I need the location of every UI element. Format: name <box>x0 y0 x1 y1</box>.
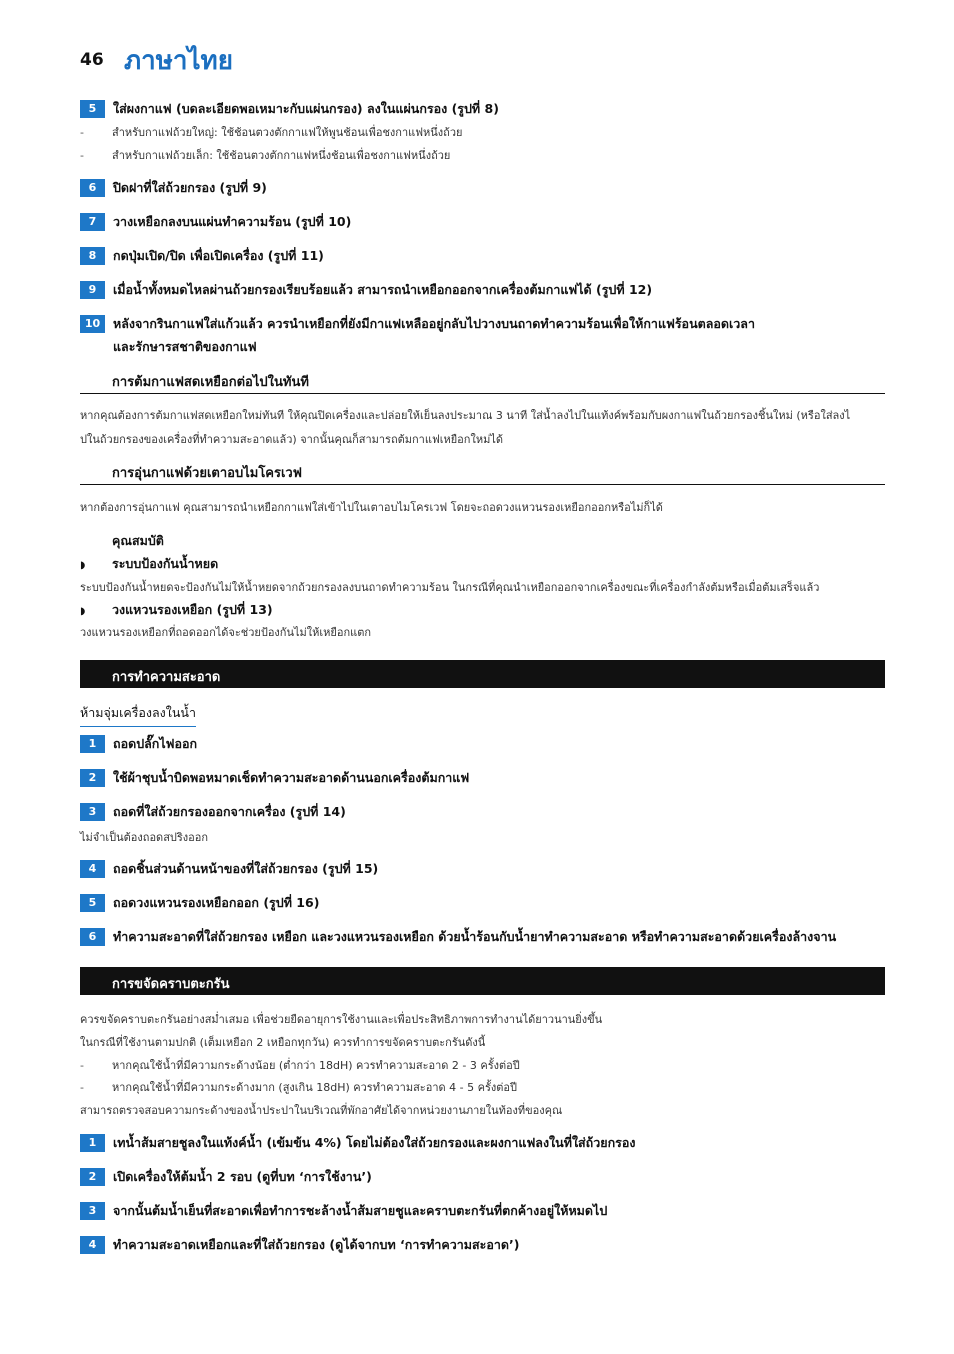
list-item <box>80 1132 885 1154</box>
list-item <box>80 245 885 267</box>
paragraph: ปในถ้วยกรองของเครื่องที่ทำความสะอาดแล้ว) จากนั้นคุณก็สามารถต้มกาแฟเหยือกใหม่ได้ <box>80 433 504 446</box>
paragraph: หากคุณต้องการต้มกาแฟสดเหยือกใหม่ทันที ให้คุณปิดเครื่องและปล่อยให้เย็นลงประมาณ 3 นาที ใส่น้ำลงไปในแท้งค์พร้อมกับผงกาแฟในถ้วยกรองชิ้นใหม่ (หรือใส่ลงไ <box>80 409 851 422</box>
list-item <box>80 926 885 948</box>
step-number: 7 <box>80 213 105 231</box>
step-text: ถอดปลั๊กไฟออก <box>113 736 198 751</box>
step-number: 4 <box>80 1236 105 1254</box>
step-number: 4 <box>80 860 105 878</box>
warning-text: ห้ามจุ่มเครื่องลงในน้ำ <box>80 703 196 727</box>
step-number: 6 <box>80 928 105 946</box>
bullet-icon: ◗ <box>80 606 86 617</box>
step-number: 5 <box>80 100 105 118</box>
step-text: เทน้ำส้มสายชูลงในแท้งค์น้ำ (เข้มข้น 4%) โดยไม่ต้องใส่ถ้วยกรองและผงกาแฟลงในที่ใส่ถ้วยกรอง <box>113 1135 636 1150</box>
sub-item: - หากคุณใช้น้ำที่มีความกระด้างน้อย (ต่ำกว่า 18dH) ควรทำความสะอาด 2 - 3 ครั้งต่อปี <box>80 1059 520 1072</box>
step-number: 5 <box>80 894 105 912</box>
list-item <box>80 892 885 914</box>
step-number: 2 <box>80 769 105 787</box>
list-item <box>80 1166 885 1188</box>
step-number: 8 <box>80 247 105 265</box>
step-text: เมื่อน้ำทั้งหมดไหลผ่านถ้วยกรองเรียบร้อยแล้ว สามารถนำเหยือกออกจากเครื่องต้มกาแฟได้ (รูปที่ 12) <box>113 282 653 297</box>
sub-item: - สำหรับกาแฟถ้วยใหญ่: ใช้ช้อนตวงตักกาแฟให้พูนช้อนเพื่อชงกาแฟหนึ่งถ้วย <box>80 126 463 139</box>
features-heading: คุณสมบัติ <box>112 533 164 548</box>
list-item <box>80 98 885 120</box>
list-item: ◗ วงแหวนรองเหยือก (รูปที่ 13) <box>80 602 273 617</box>
step-note: ไม่จำเป็นต้องถอดสปริงออก <box>80 831 209 844</box>
paragraph: ระบบป้องกันน้ำหยดจะป้องกันไม่ให้น้ำหยดจากถ้วยกรองลงบนถาดทำความร้อน ในกรณีที่คุณนำเหยือกออกจากเครื่องขณะที่เครื่องกำลังต้มหรือเมื่อต้มเสร็จแล้ว <box>80 581 820 594</box>
list-item <box>80 858 885 880</box>
section-heading: การต้มกาแฟสดเหยือกต่อไปในทันที <box>112 375 309 390</box>
list-item <box>80 801 885 823</box>
paragraph: สามารถตรวจสอบความกระด้างของน้ำประปาในบริเวณที่พักอาศัยได้จากหน่วยงานภายในท้องที่ของคุณ <box>80 1104 563 1117</box>
list-item <box>80 279 885 301</box>
step-number: 3 <box>80 803 105 821</box>
step-text: ทำความสะอาดที่ใส่ถ้วยกรอง เหยือก และวงแหวนรองเหยือก ด้วยน้ำร้อนกับน้ำยาทำความสะอาด หรือทำความสะอาดด้วยเครื่องล้างจาน <box>113 929 837 944</box>
step-number: 10 <box>80 315 105 333</box>
sub-item: - หากคุณใช้น้ำที่มีความกระด้างมาก (สูงเกิน 18dH) ควรทำความสะอาด 4 - 5 ครั้งต่อปี <box>80 1081 517 1094</box>
section-header: การทำความสะอาด <box>80 660 885 688</box>
step-text-continued: และรักษารสชาติของกาแฟ <box>113 339 257 354</box>
list-item <box>80 733 885 755</box>
paragraph: วงแหวนรองเหยือกที่ถอดออกได้จะช่วยป้องกันไม่ให้เหยือกแตก <box>80 626 372 639</box>
step-text: ถอดวงแหวนรองเหยือกออก (รูปที่ 16) <box>113 895 320 910</box>
list-item <box>80 313 885 357</box>
paragraph: หากต้องการอุ่นกาแฟ คุณสามารถนำเหยือกกาแฟใส่เข้าไปในเตาอบไมโครเวฟ โดยจะถอดวงแหวนรองเหยือกออกหรือไม่ก็ได้ <box>80 501 663 514</box>
list-item <box>80 767 885 789</box>
step-text: ใช้ผ้าชุบน้ำบิดพอหมาดเช็ดทำความสะอาดด้านนอกเครื่องต้มกาแฟ <box>113 770 470 785</box>
step-text: ถอดชิ้นส่วนด้านหน้าของที่ใส่ถ้วยกรอง (รูปที่ 15) <box>113 861 379 876</box>
divider <box>80 393 885 394</box>
list-item <box>80 1234 885 1256</box>
step-text: ปิดฝาที่ใส่ถ้วยกรอง (รูปที่ 9) <box>113 180 267 195</box>
list-item <box>80 211 885 233</box>
divider <box>80 484 885 485</box>
step-text: วางเหยือกลงบนแผ่นทำความร้อน (รูปที่ 10) <box>113 214 352 229</box>
step-number: 2 <box>80 1168 105 1186</box>
step-text: กดปุ่มเปิด/ปิด เพื่อเปิดเครื่อง (รูปที่ 11) <box>113 248 324 263</box>
step-text: ทำความสะอาดเหยือกและที่ใส่ถ้วยกรอง (ดูได้จากบท ‘การทำความสะอาด’) <box>113 1237 520 1252</box>
list-item: ◗ ระบบป้องกันน้ำหยด <box>80 556 219 571</box>
step-text: ถอดที่ใส่ถ้วยกรองออกจากเครื่อง (รูปที่ 14) <box>113 804 346 819</box>
step-text: ใส่ผงกาแฟ (บดละเอียดพอเหมาะกับแผ่นกรอง) ลงในแผ่นกรอง (รูปที่ 8) <box>113 101 499 116</box>
section-header: การขจัดคราบตะกรัน <box>80 967 885 995</box>
step-number: 1 <box>80 735 105 753</box>
step-text: หลังจากรินกาแฟใส่แก้วแล้ว ควรนำเหยือกที่ยังมีกาแฟเหลืออยู่กลับไปวางบนถาดทำความร้อนเพื่อให้กาแฟร้อนตลอดเวลา <box>113 316 755 331</box>
step-number: 6 <box>80 179 105 197</box>
page-number: 46 <box>80 50 104 70</box>
step-text: เปิดเครื่องให้ต้มน้ำ 2 รอบ (ดูที่บท ‘การใช้งาน’) <box>113 1169 372 1184</box>
list-item <box>80 177 885 199</box>
step-number: 1 <box>80 1134 105 1152</box>
step-number: 3 <box>80 1202 105 1220</box>
page-title: ภาษาไทย <box>124 46 233 76</box>
paragraph: ควรขจัดคราบตะกรันอย่างสม่ำเสมอ เพื่อช่วยยืดอายุการใช้งานและเพื่อประสิทธิภาพการทำงานได้ยาวนานยิ่งขึ้น <box>80 1013 603 1026</box>
sub-item: - สำหรับกาแฟถ้วยเล็ก: ใช้ช้อนตวงตักกาแฟหนึ่งช้อนเพื่อชงกาแฟหนึ่งถ้วย <box>80 149 451 162</box>
list-item <box>80 1200 885 1222</box>
paragraph: ในกรณีที่ใช้งานตามปกติ (เต็มเหยือก 2 เหยือกทุกวัน) ควรทำการขจัดคราบตะกรันดังนี้ <box>80 1036 486 1049</box>
step-text: จากนั้นต้มน้ำเย็นที่สะอาดเพื่อทำการชะล้างน้ำส้มสายชูและคราบตะกรันที่ตกค้างอยู่ให้หมดไป <box>113 1203 608 1218</box>
section-heading: การอุ่นกาแฟด้วยเตาอบไมโครเวฟ <box>112 466 302 481</box>
step-number: 9 <box>80 281 105 299</box>
bullet-icon: ◗ <box>80 560 86 571</box>
